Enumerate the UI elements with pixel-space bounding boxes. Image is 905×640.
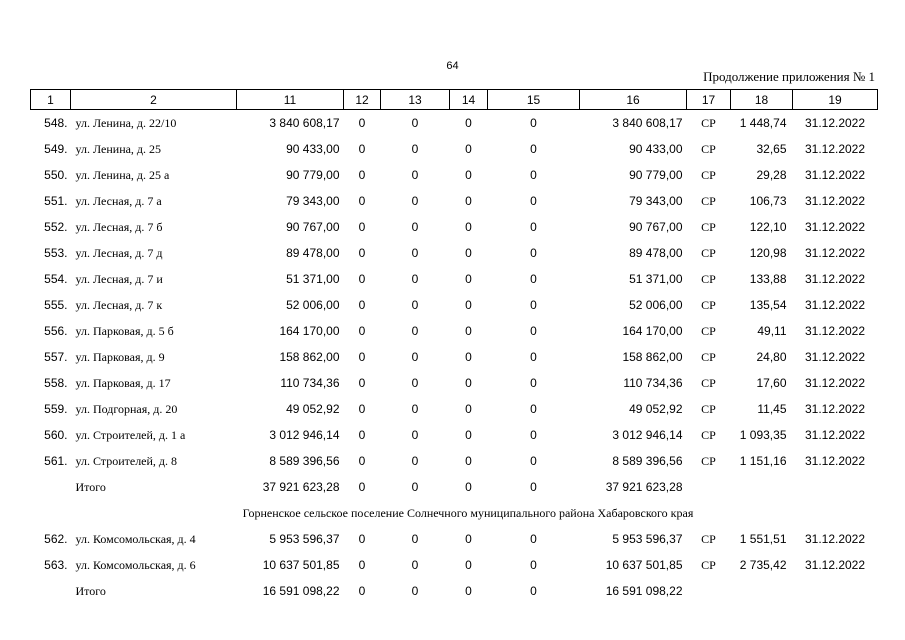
- cell-col-12: 0: [358, 194, 366, 208]
- address: ул. Комсомольская, д. 6: [75, 557, 196, 572]
- continuation-note: Продолжение приложения № 1: [703, 69, 875, 84]
- cell-col-14: 0: [465, 402, 472, 416]
- cell-col-18: 32,65: [756, 142, 787, 156]
- cell-col-19: 31.12.2022: [804, 376, 866, 390]
- address: ул. Лесная, д. 7 к: [75, 297, 163, 312]
- column-header: 18: [731, 90, 793, 110]
- cell-col-12: 0: [358, 532, 366, 546]
- address: ул. Ленина, д. 25: [75, 141, 162, 156]
- address: ул. Парковая, д. 5 б: [75, 323, 174, 338]
- column-header: 13: [381, 90, 450, 110]
- row-number: 553.: [44, 246, 68, 260]
- cell-col-15: 0: [530, 272, 537, 286]
- cell-col-14: 0: [465, 376, 472, 390]
- cell-col-19: 31.12.2022: [804, 116, 866, 130]
- cell-col-14: 0: [465, 246, 472, 260]
- cell-col-12: 0: [358, 376, 366, 390]
- table-row: [31, 162, 878, 188]
- cell-col-16: 89 478,00: [629, 246, 683, 260]
- cell-col-15: 0: [530, 376, 537, 390]
- cell-col-15: 0: [530, 220, 537, 234]
- address: ул. Комсомольская, д. 4: [75, 531, 196, 546]
- cell-col-16: 37 921 623,28: [605, 480, 683, 494]
- cell-col-15: 0: [530, 428, 537, 442]
- cell-col-17: [687, 474, 731, 500]
- cell-col-14: 0: [465, 324, 472, 338]
- cell-col-17: СР: [701, 167, 716, 182]
- column-header: 12: [344, 90, 381, 110]
- cell-col-11: 37 921 623,28: [262, 480, 340, 494]
- cell-col-15: 0: [530, 532, 537, 546]
- cell-col-18: 11,45: [757, 402, 787, 416]
- cell-col-12: 0: [358, 480, 366, 494]
- table-row: [31, 266, 878, 292]
- table-row: [31, 526, 878, 552]
- table-row: [31, 448, 878, 474]
- cell-col-19: 31.12.2022: [804, 142, 866, 156]
- cell-col-13: 0: [411, 116, 419, 130]
- row-number: 563.: [44, 558, 68, 572]
- cell-col-13: 0: [411, 480, 419, 494]
- cell-col-18: 49,11: [757, 324, 787, 338]
- cell-col-13: 0: [411, 298, 419, 312]
- cell-col-19: 31.12.2022: [804, 220, 866, 234]
- cell-col-18: 106,73: [749, 194, 787, 208]
- cell-col-19: 31.12.2022: [804, 298, 866, 312]
- cell-col-13: 0: [411, 376, 419, 390]
- cell-col-13: 0: [411, 246, 419, 260]
- cell-col-11: 49 052,92: [286, 402, 340, 416]
- cell-col-14: 0: [465, 116, 472, 130]
- cell-col-15: 0: [530, 194, 537, 208]
- cell-col-12: 0: [358, 454, 366, 468]
- cell-col-16: 110 734,36: [623, 376, 683, 390]
- cell-col-18: 120,98: [749, 246, 787, 260]
- row-number: 557.: [44, 350, 68, 364]
- cell-col-13: 0: [411, 272, 419, 286]
- cell-col-17: СР: [701, 141, 716, 156]
- cell-col-12: 0: [358, 168, 366, 182]
- cell-col-16: 90 767,00: [629, 220, 683, 234]
- cell-col-15: 0: [530, 324, 537, 338]
- cell-col-11: 164 170,00: [279, 324, 340, 338]
- cell-col-15: 0: [530, 558, 537, 572]
- cell-col-11: 16 591 098,22: [262, 584, 340, 598]
- cell-col-11: 3 840 608,17: [269, 116, 340, 130]
- cell-col-12: 0: [358, 298, 366, 312]
- cell-col-16: 8 589 396,56: [612, 454, 683, 468]
- cell-col-16: 5 953 596,37: [612, 532, 683, 546]
- cell-col-15: 0: [530, 454, 537, 468]
- cell-col-16: 49 052,92: [629, 402, 683, 416]
- cell-col-18: 24,80: [756, 350, 787, 364]
- cell-col-12: 0: [358, 324, 366, 338]
- cell-col-19: [793, 578, 878, 604]
- total-row: [31, 578, 878, 604]
- cell-col-14: 0: [465, 142, 472, 156]
- cell-col-18: 1 151,16: [739, 454, 787, 468]
- cell-col-14: 0: [465, 350, 472, 364]
- cell-col-16: 51 371,00: [629, 272, 683, 286]
- cell-col-15: 0: [530, 584, 537, 598]
- cell-col-19: 31.12.2022: [804, 454, 866, 468]
- cell-col-17: [687, 578, 731, 604]
- cell-col-11: 79 343,00: [286, 194, 340, 208]
- cell-col-16: 164 170,00: [622, 324, 683, 338]
- cell-col-17: СР: [701, 531, 716, 546]
- cell-col-19: 31.12.2022: [804, 272, 866, 286]
- cell-col-13: 0: [411, 194, 419, 208]
- cell-col-15: 0: [530, 142, 537, 156]
- cell-col-16: 52 006,00: [629, 298, 683, 312]
- row-number: 552.: [44, 220, 68, 234]
- cell-col-17: СР: [701, 349, 716, 364]
- cell-col-18: 133,88: [749, 272, 787, 286]
- cell-col-17: СР: [701, 297, 716, 312]
- table-row: [31, 214, 878, 240]
- cell-col-17: СР: [701, 427, 716, 442]
- cell-col-16: 10 637 501,85: [605, 558, 683, 572]
- cell-col-13: 0: [411, 168, 419, 182]
- cell-col-14: 0: [465, 428, 472, 442]
- row-number: 549.: [44, 142, 68, 156]
- cell-col-18: 17,60: [756, 376, 787, 390]
- cell-col-14: 0: [465, 454, 472, 468]
- address: ул. Лесная, д. 7 б: [75, 219, 163, 234]
- section-heading: Горненское сельское поселение Солнечного муниципального района Хабаровского края: [242, 505, 694, 520]
- cell-col-13: 0: [411, 454, 419, 468]
- cell-col-12: 0: [358, 246, 366, 260]
- row-number: 560.: [44, 428, 68, 442]
- cell-col-11: 8 589 396,56: [269, 454, 340, 468]
- cell-col-12: 0: [358, 428, 366, 442]
- cell-col-14: 0: [465, 480, 472, 494]
- cell-col-15: 0: [530, 350, 537, 364]
- table-row: [31, 136, 878, 162]
- cell-col-15: 0: [530, 298, 537, 312]
- cell-col-16: 79 343,00: [629, 194, 683, 208]
- cell-col-18: 1 093,35: [739, 428, 787, 442]
- cell-col-13: 0: [411, 584, 419, 598]
- cell-col-12: 0: [358, 142, 366, 156]
- table-row: [31, 344, 878, 370]
- cell-col-17: СР: [701, 219, 716, 234]
- cell-col-19: 31.12.2022: [804, 246, 866, 260]
- cell-col-14: 0: [465, 532, 472, 546]
- table-row: [31, 318, 878, 344]
- cell-col-14: 0: [465, 168, 472, 182]
- column-header: 19: [793, 90, 878, 110]
- total-label: Итого: [75, 479, 106, 494]
- address: ул. Строителей, д. 8: [75, 453, 178, 468]
- cell-col-17: СР: [701, 193, 716, 208]
- cell-col-11: 52 006,00: [286, 298, 340, 312]
- cell-col-13: 0: [411, 324, 419, 338]
- cell-col-11: 3 012 946,14: [269, 428, 340, 442]
- register-table: [30, 89, 878, 604]
- column-header: 1: [31, 90, 71, 110]
- cell-col-19: [793, 474, 878, 500]
- cell-col-15: 0: [530, 480, 537, 494]
- section-heading-row: [31, 500, 878, 526]
- total-label: Итого: [75, 583, 106, 598]
- cell-col-14: 0: [465, 558, 472, 572]
- column-numbers-row: [31, 90, 878, 110]
- cell-col-15: 0: [530, 168, 537, 182]
- address: ул. Ленина, д. 25 а: [75, 167, 170, 182]
- cell-col-17: СР: [701, 323, 716, 338]
- row-number: 561.: [44, 454, 68, 468]
- table-row: [31, 110, 878, 137]
- cell-col-17: СР: [701, 271, 716, 286]
- cell-col-18: [731, 578, 793, 604]
- cell-col-11: 110 734,36: [280, 376, 340, 390]
- table-row: [31, 292, 878, 318]
- cell-col-16: 90 779,00: [629, 168, 683, 182]
- cell-col-12: 0: [358, 272, 366, 286]
- row-number: 550.: [44, 168, 68, 182]
- table-row: [31, 240, 878, 266]
- cell-col-19: 31.12.2022: [804, 558, 866, 572]
- address: ул. Парковая, д. 17: [75, 375, 171, 390]
- cell-col-16: 90 433,00: [629, 142, 683, 156]
- cell-col-14: 0: [465, 194, 472, 208]
- cell-col-12: 0: [358, 558, 366, 572]
- cell-col-19: 31.12.2022: [804, 168, 866, 182]
- address: ул. Лесная, д. 7 а: [75, 193, 162, 208]
- cell-col-16: 3 840 608,17: [612, 116, 683, 130]
- cell-col-11: 90 779,00: [286, 168, 340, 182]
- address: ул. Парковая, д. 9: [75, 349, 165, 364]
- table-row: [31, 370, 878, 396]
- row-number: 555.: [44, 298, 68, 312]
- cell-col-14: 0: [465, 584, 472, 598]
- cell-col-15: 0: [530, 246, 537, 260]
- cell-col-12: 0: [358, 350, 366, 364]
- address: ул. Строителей, д. 1 а: [75, 427, 186, 442]
- cell-col-19: 31.12.2022: [804, 350, 866, 364]
- cell-col-19: 31.12.2022: [804, 194, 866, 208]
- column-header: 16: [580, 90, 687, 110]
- column-header: 11: [237, 90, 344, 110]
- column-header: 17: [687, 90, 731, 110]
- cell-col-11: 89 478,00: [286, 246, 340, 260]
- cell-col-15: 0: [530, 402, 537, 416]
- table-row: [31, 188, 878, 214]
- cell-col-16: 16 591 098,22: [605, 584, 683, 598]
- cell-col-13: 0: [411, 350, 419, 364]
- cell-col-13: 0: [411, 402, 419, 416]
- row-number: 556.: [44, 324, 68, 338]
- cell-col-19: 31.12.2022: [804, 532, 866, 546]
- cell-col-14: 0: [465, 220, 472, 234]
- cell-col-18: 29,28: [756, 168, 787, 182]
- cell-col-13: 0: [411, 558, 419, 572]
- cell-col-16: 158 862,00: [622, 350, 683, 364]
- cell-col-11: 158 862,00: [279, 350, 340, 364]
- cell-col-13: 0: [411, 532, 419, 546]
- cell-col-18: 122,10: [749, 220, 787, 234]
- cell-col-14: 0: [465, 272, 472, 286]
- cell-col-18: 2 735,42: [739, 558, 787, 572]
- column-header: 2: [71, 90, 237, 110]
- cell-col-19: 31.12.2022: [804, 402, 866, 416]
- total-row: [31, 474, 878, 500]
- column-header: 14: [450, 90, 488, 110]
- cell-col-19: 31.12.2022: [804, 324, 866, 338]
- cell-col-13: 0: [411, 142, 419, 156]
- address: ул. Ленина, д. 22/10: [75, 115, 177, 130]
- cell-col-11: 10 637 501,85: [262, 558, 340, 572]
- cell-col-11: 51 371,00: [286, 272, 340, 286]
- cell-col-11: 90 767,00: [286, 220, 340, 234]
- address: ул. Подгорная, д. 20: [75, 401, 178, 416]
- cell-col-14: 0: [465, 298, 472, 312]
- row-number: 554.: [44, 272, 68, 286]
- row-number: [31, 474, 71, 500]
- page-number: 64: [446, 60, 459, 72]
- table-row: [31, 422, 878, 448]
- cell-col-19: 31.12.2022: [804, 428, 866, 442]
- cell-col-16: 3 012 946,14: [612, 428, 683, 442]
- cell-col-13: 0: [411, 428, 419, 442]
- row-number: 562.: [44, 532, 68, 546]
- cell-col-12: 0: [358, 116, 366, 130]
- cell-col-12: 0: [358, 584, 366, 598]
- cell-col-17: СР: [701, 375, 716, 390]
- cell-col-17: СР: [701, 401, 716, 416]
- row-number: 548.: [44, 116, 68, 130]
- table-row: [31, 396, 878, 422]
- row-number: [31, 578, 71, 604]
- row-number: 559.: [44, 402, 68, 416]
- address: ул. Лесная, д. 7 д: [75, 245, 163, 260]
- cell-col-17: СР: [701, 557, 716, 572]
- column-header: 15: [488, 90, 580, 110]
- cell-col-12: 0: [358, 220, 366, 234]
- address: ул. Лесная, д. 7 и: [75, 271, 163, 286]
- row-number: 558.: [44, 376, 68, 390]
- cell-col-17: СР: [701, 115, 716, 130]
- cell-col-18: [731, 474, 793, 500]
- cell-col-13: 0: [411, 220, 419, 234]
- cell-col-18: 1 551,51: [739, 532, 787, 546]
- table-row: [31, 552, 878, 578]
- row-number: 551.: [44, 194, 68, 208]
- cell-col-12: 0: [358, 402, 366, 416]
- cell-col-18: 135,54: [749, 298, 787, 312]
- cell-col-11: 90 433,00: [286, 142, 340, 156]
- cell-col-17: СР: [701, 453, 716, 468]
- cell-col-17: СР: [701, 245, 716, 260]
- cell-col-18: 1 448,74: [739, 116, 787, 130]
- cell-col-11: 5 953 596,37: [269, 532, 340, 546]
- cell-col-15: 0: [530, 116, 537, 130]
